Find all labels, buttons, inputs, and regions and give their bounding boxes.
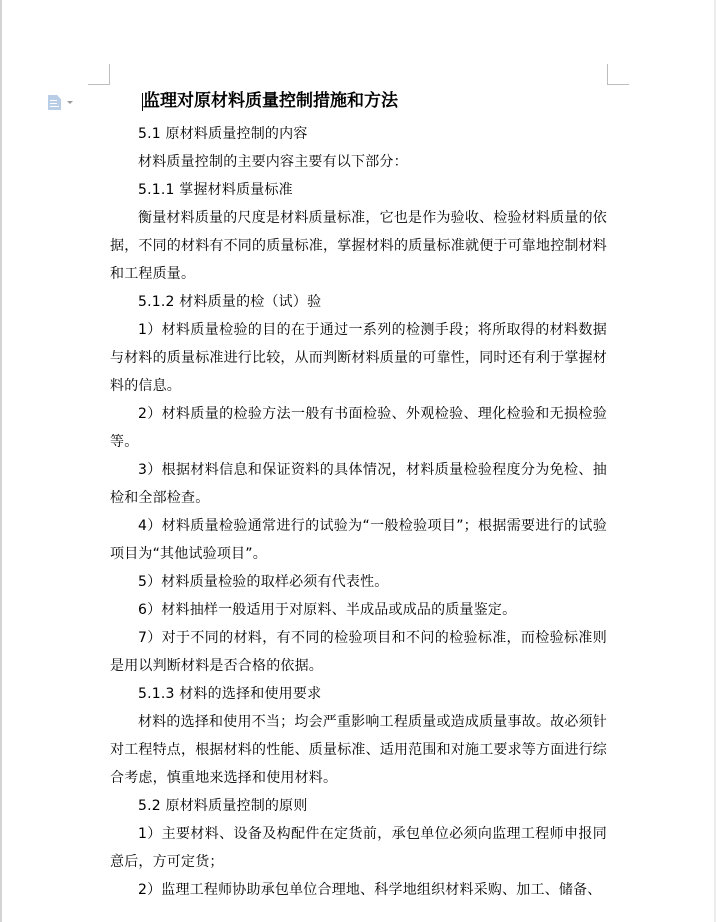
paragraph-layout-button[interactable] [48, 95, 73, 110]
chevron-down-icon [67, 101, 73, 104]
paragraph: 材料质量控制的主要内容主要有以下部分： [138, 154, 408, 170]
section-heading-5-2: 5.2 原材料质量控制的原则 [138, 798, 308, 814]
list-item: 2）材料质量的检验方法一般有书面检验、外观检验、理化检验和无损检验等。 [110, 406, 607, 450]
document-title [110, 88, 607, 116]
margin-corner-top-right [607, 64, 629, 85]
list-item: 6）材料抽样一般适用于对原料、半成品或成品的质量鉴定。 [138, 602, 517, 618]
paragraph: 材料的选择和使用不当；均会严重影响工程质量或造成质量事故。故必须针对工程特点，根据材料的性能、质量标准、适用范围和对施工要求等方面进行综合考虑，慎重地来选择和使用材料。 [110, 714, 607, 786]
text-cursor [142, 93, 143, 111]
list-item: 2）监理工程师协助承包单位合理地、科学地组织材料采购、加工、储备、 [138, 882, 602, 898]
page-left-border [0, 0, 2, 922]
section-heading-5-1-2: 5.1.2 材料质量的检（试）验 [138, 294, 322, 310]
section-heading-5-1-1: 5.1.1 掌握材料质量标准 [138, 182, 293, 198]
paragraph: 衡量材料质量的尺度是材料质量标准，它也是作为验收、检验材料质量的依据，不同的材料有不同的质量标准，掌握材料的质量标准就便于可靠地控制材料和工程质量。 [110, 210, 607, 282]
document-title-text: 监理对原材料质量控制措施和方法 [143, 91, 398, 111]
list-item: 1）主要材料、设备及构配件在定货前，承包单位必须向监理工程师申报同意后，方可定货； [110, 826, 607, 870]
list-item: 3）根据材料信息和保证资料的具体情况，材料质量检验程度分为免检、抽检和全部检查。 [110, 462, 607, 506]
list-item: 4）材料质量检验通常进行的试验为“一般检验项目”；根据需要进行的试验项目为“其他试验项目”。 [110, 518, 607, 562]
document-page[interactable] [110, 88, 607, 904]
list-item: 1）材料质量检验的目的在于通过一系列的检测手段；将所取得的材料数据与材料的质量标准进行比较，从而判断材料质量的可靠性，同时还有利于掌握材料的信息。 [110, 322, 607, 394]
list-item: 5）材料质量检验的取样必须有代表性。 [138, 574, 389, 590]
section-heading-5-1-3: 5.1.3 材料的选择和使用要求 [138, 686, 322, 702]
document-paragraph-icon [48, 95, 61, 110]
list-item: 7）对于不同的材料，有不同的检验项目和不问的检验标准，而检验标准则是用以判断材料是否合格的依据。 [110, 630, 607, 674]
section-heading-5-1: 5.1 原材料质量控制的内容 [138, 126, 308, 142]
margin-corner-top-left [88, 64, 110, 85]
